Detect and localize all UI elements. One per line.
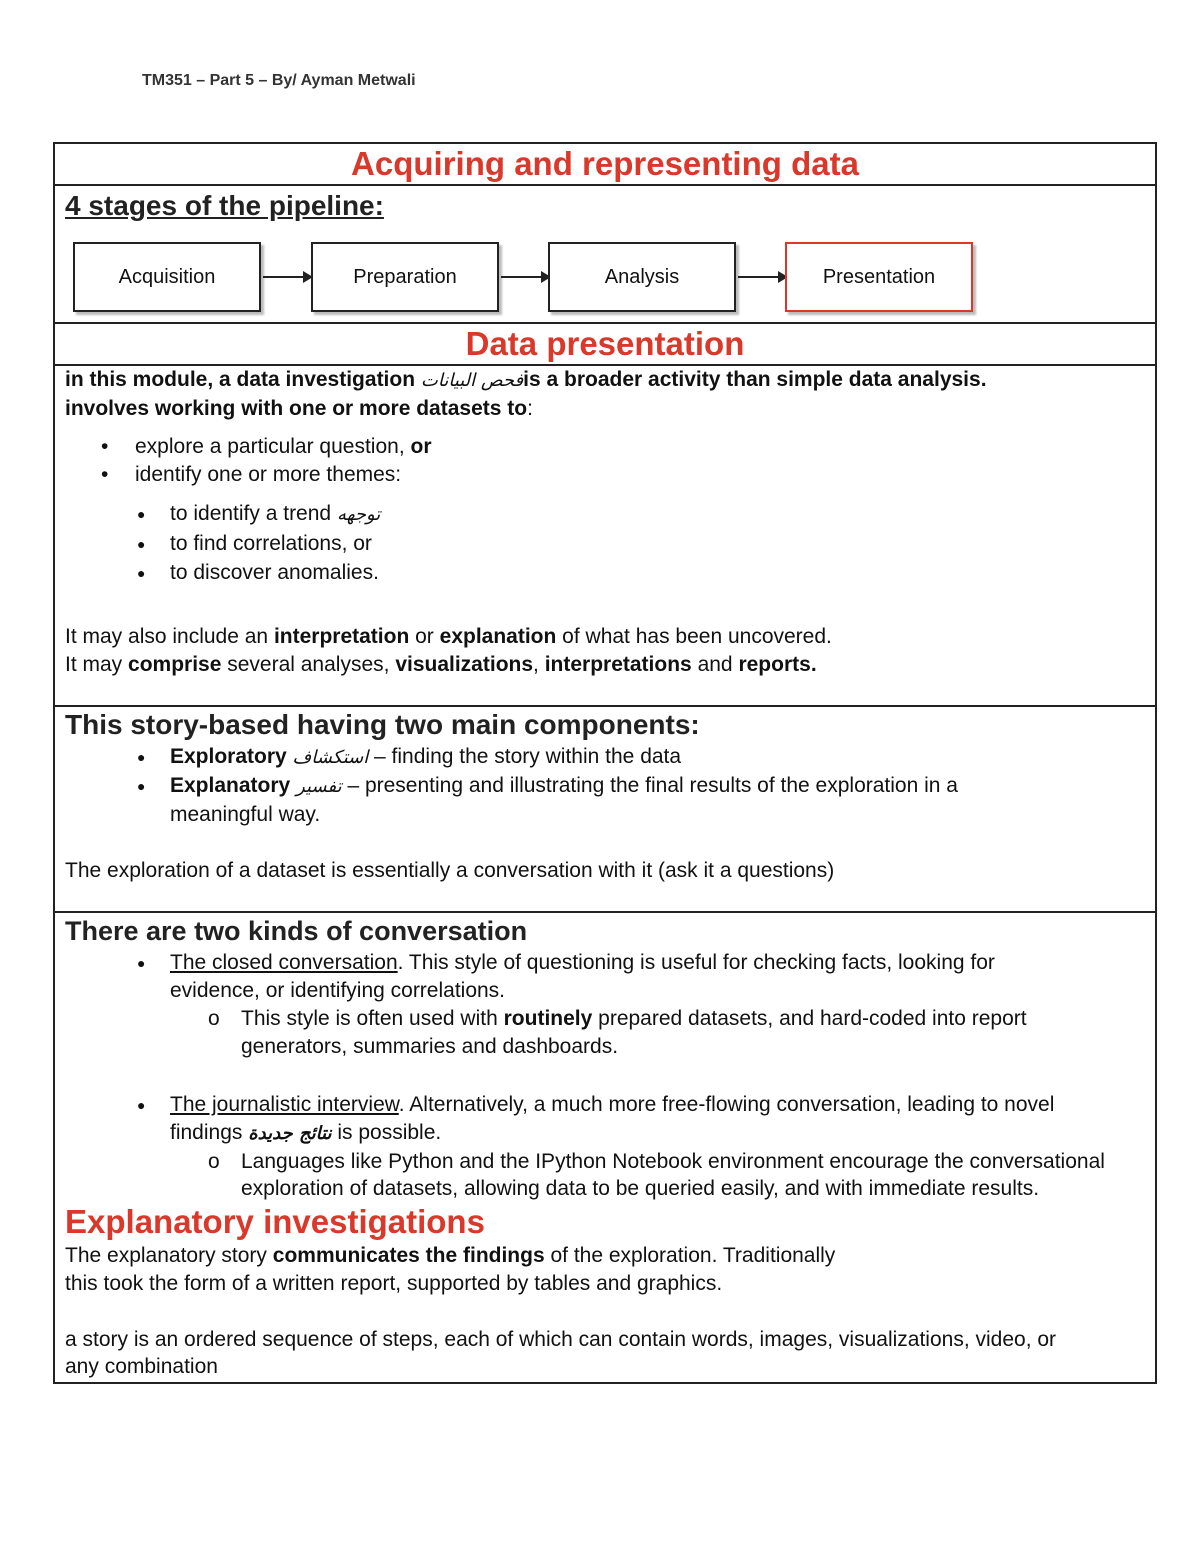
list-item: ● to find correlations, or <box>65 530 1145 558</box>
document-table <box>53 142 1157 1384</box>
list-item: ● to identify a trend توجهه <box>65 500 1145 529</box>
interpretation-line: It may also include an interpretation or explanation of what has been uncovered. <box>65 625 832 648</box>
arrow-3 <box>738 276 786 278</box>
section-title-data-presentation: Data presentation <box>465 325 745 362</box>
list-item: ● to discover anomalies. <box>65 559 1145 587</box>
story-components-heading: This story-based having two main components: <box>65 709 700 740</box>
components-list <box>65 743 1145 829</box>
list-item: ● Exploratory استكشاف – finding the story within the data <box>65 743 1145 772</box>
conversation-list-2 <box>65 1091 1145 1148</box>
themes-list <box>65 433 1145 489</box>
exploration-paragraph: The exploration of a dataset is essentially a conversation with it (ask it a questions) <box>65 859 835 882</box>
explanatory-heading: Explanatory investigations <box>65 1203 485 1240</box>
list-item: ● Explanatory تفسير – presenting and illustrating the final results of the exploration in a meaningful way. <box>65 772 1145 829</box>
pipeline-row <box>55 184 1155 322</box>
page-header: TM351 – Part 5 – By/ Ayman Metwali <box>142 72 416 89</box>
list-item: • identify one or more themes: <box>65 461 1145 489</box>
section-title-acquiring: Acquiring and representing data <box>351 145 859 182</box>
story-definition: a story is an ordered sequence of steps, each of which can contain words, images, visualizations, video, or any combination <box>65 1328 1057 1378</box>
conversation-heading: There are two kinds of conversation <box>65 916 528 946</box>
intro-line-2: involves working with one or more datasets to: <box>65 397 533 420</box>
stage-analysis: Analysis <box>548 242 736 312</box>
explanatory-line-2: this took the form of a written report, supported by tables and graphics. <box>65 1272 723 1295</box>
arrow-1 <box>263 276 311 278</box>
stage-acquisition: Acquisition <box>73 242 261 312</box>
list-item: • explore a particular question, or <box>65 433 1145 461</box>
comprise-line: It may comprise several analyses, visualizations, interpretations and reports. <box>65 653 817 676</box>
section-acquiring-title-row <box>55 144 1155 184</box>
list-item: ● The closed conversation. This style of questioning is useful for checking facts, looking for evidence, or identifying correlations. <box>65 949 1105 1005</box>
story-components-section <box>55 705 1155 911</box>
stage-preparation: Preparation <box>311 242 499 312</box>
list-item: ● The journalistic interview. Alternatively, a much more free-flowing conversation, leading to novel findings نتائج جديدة is possible. <box>65 1091 1105 1148</box>
pipeline-diagram <box>65 224 1145 316</box>
pipeline-heading: 4 stages of the pipeline: <box>65 190 384 221</box>
explanatory-section <box>55 1202 1155 1382</box>
list-item: o Languages like Python and the IPython Notebook environment encourage the conversational exploration of datasets, allowing data to be queried easily, and with immediate results. <box>65 1148 1105 1202</box>
journalistic-sublist <box>65 1148 1145 1202</box>
theme-sublist <box>65 500 1145 587</box>
explanatory-line-1: The explanatory story communicates the findings of the exploration. Traditionally <box>65 1244 836 1267</box>
conversation-list <box>65 949 1145 1005</box>
conversation-section <box>55 911 1155 1202</box>
intro-line-1: in this module, a data investigation فحص البياناتis a broader activity than simple data analysis. <box>65 368 987 391</box>
data-presentation-body <box>55 364 1155 705</box>
arrow-2 <box>501 276 549 278</box>
stage-presentation: Presentation <box>785 242 973 312</box>
list-item: o This style is often used with routinely prepared datasets, and hard-coded into report generators, summaries and dashboards. <box>65 1005 1135 1061</box>
section-data-presentation-title-row <box>55 322 1155 364</box>
closed-sublist <box>65 1005 1145 1061</box>
